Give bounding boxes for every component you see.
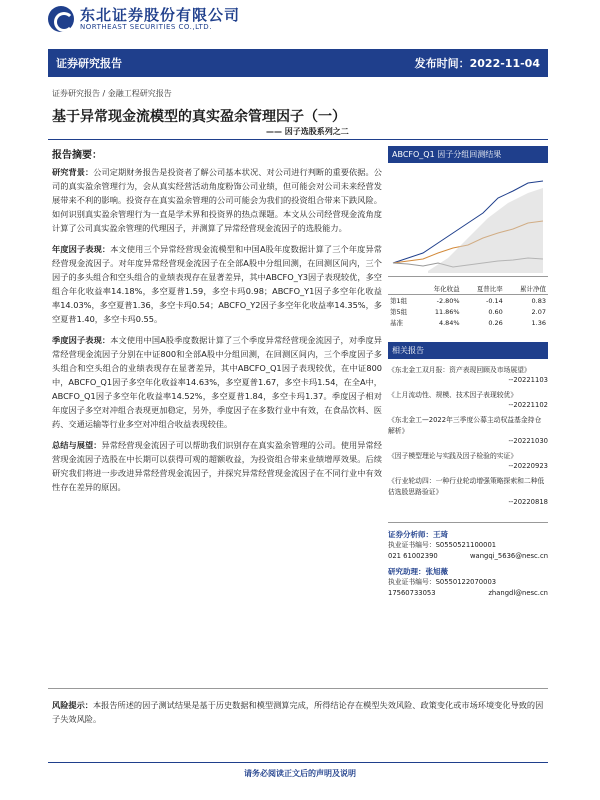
report-date: --20220923 <box>508 462 548 470</box>
table-cell: 基准 <box>390 319 403 327</box>
summary-background <box>52 165 382 235</box>
chart-svg <box>388 163 548 277</box>
company-logo <box>48 6 240 32</box>
related-reports-title: 相关报告 <box>388 342 548 359</box>
table-cell: 0.83 <box>531 296 546 305</box>
related-report-item[interactable] <box>388 365 548 384</box>
table-header: 夏普比率 <box>462 283 505 295</box>
related-report-item[interactable] <box>388 415 548 445</box>
table-header: 累计净值 <box>505 283 548 295</box>
analyst-cert: 执业证书编号：S0550521100001 <box>388 541 497 549</box>
company-name-cn: 东北证券股份有限公司 <box>80 5 241 24</box>
backtest-chart <box>388 163 548 277</box>
related-report-item[interactable] <box>388 476 548 506</box>
para-text: 本文使用三个异常经营现金流模型和中国A股年度数据计算了三个年度异常经营现金流因子。对年度异常经营现金流因子在全部A股中分组回测，在回测区间内，三个因子的多头组合和空头组合的业绩表现存在显著差异，其中ABCFO_Y3因子表现较优，多空组合年化收益率14.18%，多空夏普1.59，多空卡玛0.98；ABCFO_Y1因子多空年化收益率14.03%，多空夏普1.36，多空卡玛0.54；ABCFO_Y2因子多空年化收益率14.35%，多空夏普1.40，多空卡玛0.55。 <box>52 244 382 324</box>
report-date: --20220818 <box>508 498 548 506</box>
sidebar <box>388 146 548 599</box>
report-date: --20221103 <box>508 376 548 384</box>
table-row <box>388 295 548 307</box>
para-label: 研究背景： <box>52 167 94 177</box>
report-date: --20221030 <box>508 437 548 445</box>
analyst-block <box>388 522 548 599</box>
chart-title: ABCFO_Q1 因子分组回测结果 <box>388 146 548 163</box>
divider <box>48 688 548 689</box>
report-date: --20221102 <box>508 401 548 409</box>
analyst-email[interactable]: wangqi_5636@nesc.cn <box>469 552 548 560</box>
company-name-en: NORTHEAST SECURITIES CO.,LTD. <box>80 22 212 31</box>
table-cell: -0.14 <box>485 296 503 305</box>
divider <box>48 762 548 763</box>
table-cell: 第1组 <box>390 297 408 305</box>
analyst-name: 证券分析师：王琦 <box>388 530 448 539</box>
table-cell: 2.07 <box>531 307 546 316</box>
table-cell: 1.36 <box>531 318 546 327</box>
report-name: 《东北金工—2022年三季度公募主动权益基金持仓解析》 <box>388 416 542 435</box>
divider <box>48 139 548 140</box>
table-cell: 11.86% <box>434 307 460 316</box>
table-cell: 第5组 <box>390 308 408 316</box>
report-name: 《上月流动性、规模、技术因子表现较优》 <box>388 391 518 399</box>
risk-text: 本报告所述的因子测试结果是基于历史数据和模型测算完成，所得结论存在模型失效风险、政策变化或市场环境变化导致的因子失效风险。 <box>52 700 544 724</box>
table-cell: -2.80% <box>436 296 460 305</box>
logo-icon <box>48 6 74 32</box>
assistant-email[interactable]: zhangdl@nesc.cn <box>488 589 548 597</box>
para-text: 异常经营现金流因子可以帮助我们识别存在真实盈余管理的公司。使用异常经营现金流因子选股在中长期可以获得可观的超额收益，为投资组合带来业绩增厚效果。后续研究我们将进一步改进异常经营现金流因子，并探究异常经营现金流因子在不同行业中有效性存在差异的原因。 <box>52 440 382 492</box>
page-title: 基于异常现金流模型的真实盈余管理因子（一） <box>52 109 346 125</box>
table-row <box>388 317 548 328</box>
report-type: 证券研究报告 <box>56 57 122 70</box>
summary-column <box>52 146 382 501</box>
report-name: 《东北金工双月报：资产表现回顾及市场展望》 <box>388 366 531 374</box>
series-subtitle: —— 因子选股系列之二 <box>266 127 349 136</box>
summary-annual <box>52 242 382 326</box>
backtest-table <box>388 283 548 328</box>
para-text: 公司定期财务报告是投资者了解公司基本状况、对公司进行判断的重要依据。公司的真实盈余管理行为，会从真实经营活动角度粉饰公司业绩，但可能会对公司未来经营发展带来不利的影响。投资存在真实盈余管理的公司可能会为我们的投资组合带来下跌风险。如何识别真实盈余管理行为一直是学术界和投资界的热点课题。本文从公司经营现金流角度计算了公司真实盈余管理的代理因子，并测算了异常经营现金流因子的选股能力。 <box>52 167 382 233</box>
assistant-name: 研究助理：张旭薇 <box>388 567 448 576</box>
report-name: 《行业轮动四：一种行业轮动增强策略探索和二种低估选股思路验证》 <box>388 477 545 496</box>
para-label: 总结与展望： <box>52 440 102 450</box>
analyst-contact <box>388 551 548 562</box>
header-banner <box>48 49 548 77</box>
table-row <box>388 306 548 317</box>
para-text: 本文使用中国A股季度数据计算了三个季度异常经营现金流因子，对季度异常经营现金流因子分别在中证800和全部A股中分组回测，在回测区间内，三个季度因子多头组合和空头组合的业绩表现存在显著差异，其中ABCFO_Q1因子表现较优，在中证800中，ABCFO_Q1因子多空年化收益率14.63%，多空夏普1.67，多空卡玛1.54，在全A中，ABCFO_Q1因子多空年化收益率14.52%，多空夏普1.84，多空卡玛1.37。季度因子相对年度因子多空对冲组合表现更加稳定，另外，季度因子在多数行业中有效，在食品饮料、医药、交通运输等行业多空对冲组合收益表现较佳。 <box>52 335 382 429</box>
summary-quarterly <box>52 333 382 431</box>
risk-warning <box>52 698 548 726</box>
assistant-phone: 17560733053 <box>388 589 436 597</box>
assistant-cert: 执业证书编号：S0550122070003 <box>388 578 497 586</box>
related-report-item[interactable] <box>388 390 548 409</box>
table-header <box>388 283 418 295</box>
table-cell: 0.60 <box>488 307 503 316</box>
para-label: 年度因子表现： <box>52 244 111 254</box>
report-name: 《因子模型理论与实践及因子检验的实证》 <box>388 452 518 460</box>
para-label: 季度因子表现： <box>52 335 111 345</box>
table-header: 年化收益 <box>418 283 461 295</box>
summary-conclusion <box>52 438 382 494</box>
footer-disclaimer: 请务必阅读正文后的声明及说明 <box>244 769 356 778</box>
publish-time: 发布时间：2022-11-04 <box>414 57 540 70</box>
table-cell: 0.26 <box>488 318 503 327</box>
summary-heading: 报告摘要： <box>52 150 102 161</box>
analyst-phone: 021 61002390 <box>388 552 438 560</box>
related-report-item[interactable] <box>388 451 548 470</box>
assistant-contact <box>388 588 548 599</box>
risk-label: 风险提示： <box>52 700 93 710</box>
breadcrumb: 证券研究报告 / 金融工程研究报告 <box>52 89 172 98</box>
table-cell: 4.84% <box>438 318 460 327</box>
